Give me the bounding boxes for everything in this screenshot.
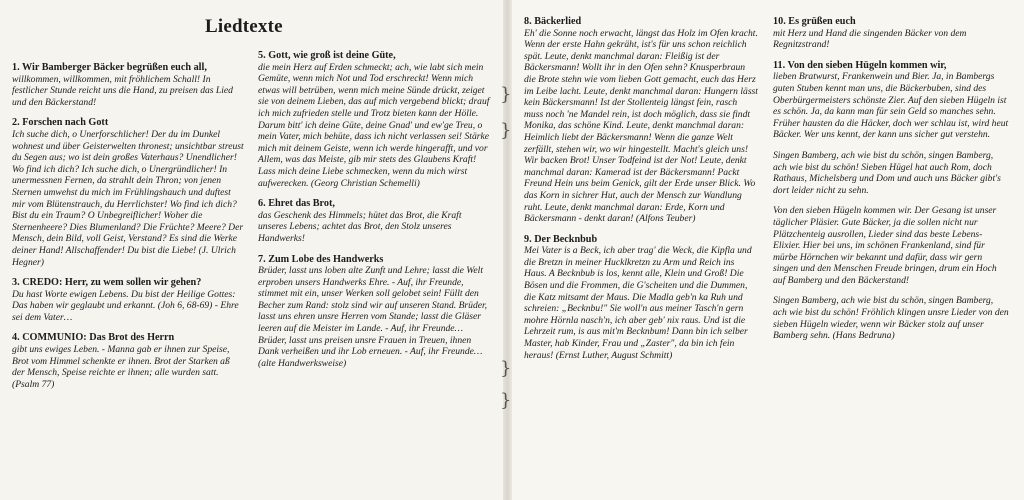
song-text: Du hast Worte ewigen Lebens. Du bist der Heilige Gottes: Das haben wir geglaubt und erkannt. (Joh 6, 68-69) - Ehre sei dem Vater… — [12, 288, 239, 323]
song-text: Singen Bamberg, ach wie bist du schön, singen Bamberg, ach wie bist du schön! Sieben Hügel hat auch Rom, doch Rathaus, Michelsberg und Dom und auch uns Bäcker gibt's dort leider nicht zu sehn. — [773, 149, 1001, 196]
song-section — [258, 254, 490, 370]
song-heading: 6. Ehret das Brot, — [258, 198, 335, 210]
song-section — [773, 16, 1009, 51]
song-text: Mei Vater is a Beck, ich aber trag' die Weck, die Kipfla und die Bretzn in meiner Hucklkretzn zu Arm und Reich ins Haus. A Becknbub is los, kennt alle, Klein und Groß! Die Bösen und die Frommen, die G'scheiten und die Dummen, die Katz mitsamt der Maus. Die Madla geb'n ka Ruh und schreien: „Becknbu!" Sie woll'n aus meiner Tasch'n gern mohre Hörnla nasch'n, ich aber geb' nix raus. Und ist die Lehrzeit rum, is aus mit'm Becknbum! Dann bin ich selber Master, hab Kinder, Frau und „Zaster", da bin ich fein heraus! (Ernst Luther, August Schmitt) — [524, 245, 752, 361]
song-section — [524, 16, 758, 225]
song-heading: 1. Wir Bamberger Bäcker begrüßen euch all, — [12, 62, 207, 73]
song-text: Singen Bamberg, ach wie bist du schön, singen Bamberg, ach wie bist du schön! Fröhlich klingen unsre Lieder von den sieben Hügeln wieder, wenn wir Bäcker stolz auf unser Bamberg sehn. (Hans Bedruna) — [773, 295, 1009, 342]
song-text: Eh' die Sonne noch erwacht, längst das Holz im Ofen kracht. Wenn der erste Hahn gekräht, ist's für uns schon reichlich spät. Leute, denkt manchmal daran: Fleißig ist der Bäckersmann! Wollt ihr in den Ofen sehn? Knusperbraun die Brote stehn wie vom lieben Gott gemacht, euch das Herz im Leibe lacht. Leute, denkt manchmal daran: Hungern lässt kein Bäckersmann! Ist der Stollenteig längst fein, rasch muss noch 'ne Mandel rein, ist doch möglich, dass sie findt Monika, das schöne Kind. Leute, denkt manchmal daran: Heimlich liebt der Bäckersmann! Wenn die ganze Welt zerfällt, stehen wir, wo wir hingestellt. Macht's gleich uns! Wir backen Brot! Unser Todfeind ist der Not! Leute, denkt manchmal daran: Kamerad ist der Bäckersmann! Packt Freund Hein uns beim Genick, gilt der Erde unser Blick. Wo das Korn in sichrer Hut, auch der Mensch zur Wandlung ruht. Leute, denkt manchmal daran: Erde, Korn und Bäckersmann - denkt daran! (Alfons Teuber) — [524, 27, 758, 225]
song-section — [258, 198, 490, 244]
song-heading: 7. Zum Lobe des Handwerks — [258, 253, 384, 265]
song-text: Brüder, lasst uns loben alte Zunft und Lehre; lasst die Welt erproben unsers Handwerks Ehre. - Auf, ihr Freunde, stimmet mit ein, unser Werken soll gelobet sein! Füllt den Becher zum Rand: stolz sind wir auf unseren Stand. Brüder, lasst uns ehren unsre Herren vom Stande; lasst die Gläser leeren auf die Meister im Lande. - Auf, ihr Freunde… Brüder, lasst uns preisen unsre Frauen in Treuen, ihnen Dank verheißen und ihr Lob erneuen. - Auf, ihr Freunde… (alte Handwerksweise) — [258, 265, 488, 369]
song-section — [12, 332, 244, 390]
margin-brace-mark: } — [500, 120, 512, 141]
song-section — [773, 150, 1009, 196]
margin-brace-mark: } — [500, 358, 512, 379]
song-heading: 2. Forschen nach Gott — [12, 117, 109, 129]
song-heading: 3. CREDO: Herr, zu wem sollen wir gehen? — [12, 277, 202, 289]
song-text: die mein Herz auf Erden schmeckt; ach, wie labt sich mein Gemüte, wenn mich Not und Tod erschreckt! Wenn mich etwas will betrüben, wenn mich meine Sünde drückt, zeiget sie von deinem Lieben, das auf mich vergebend blickt; drauf ich mich zufrieden stelle und Trotz bieten kann der Hölle. Darum bitt' ich deine Güte, deine Gnad' und ew'ge Treu, o mein Vater, mich behüte, dass ich nicht verlassen sei! Stärke mich mit deinem Geiste, wenn ich werde hingerafft, und vor Allem, was das Meiste, gib mir stets des Glaubens Kraft! Lass mich deine Liebe schmecken, wenn du mich wirst aufwerecken. (Georg Christian Schemelli) — [258, 61, 490, 189]
song-text: mit Herz und Hand die singenden Bäcker von dem Regnitzstrand! — [773, 27, 967, 51]
song-heading: 8. Bäckerlied — [524, 16, 582, 27]
song-text: Von den sieben Hügeln kommen wir. Der Gesang ist unser täglicher Pläsier. Gute Bäcker, ja die sollen nicht nur Plätzchenteig ausrollen, Lieder sind das beste Lebens-Elixier. Hier bei uns, im schönen Frankenland, sind für mürbe Hörnchen wir bekannt und dafür, dass wir gern singen und den Menschen Freude bringen, drum ein Hoch auf Bamberg und den Bäckerstand! — [773, 205, 997, 286]
column-3 — [524, 16, 758, 361]
song-section — [12, 277, 244, 323]
column-4 — [773, 16, 1009, 342]
column-2 — [258, 50, 490, 369]
song-heading: 5. Gott, wie groß ist deine Güte, — [258, 50, 396, 61]
song-section — [773, 295, 1009, 341]
song-text: gibt uns ewiges Leben. - Manna gab er ihnen zur Speise, Brot vom Himmel schenkte er ihnen. Brot der Starken aß der Mensch, Speise reichte er ihnen; alle wurden satt. (Psalm 77) — [12, 344, 230, 390]
column-1 — [12, 62, 244, 390]
song-text: das Geschenk des Himmels; hütet das Brot, die Kraft unseres Lebens; achtet das Brot, den Stolz unseres Handwerks! — [258, 209, 462, 244]
song-heading: 9. Der Becknbub — [524, 233, 598, 245]
song-section — [773, 60, 1009, 141]
song-section — [12, 62, 244, 108]
song-text: lieben Bratwurst, Frankenwein und Bier. Ja, in Bambergs guten Stuben kennt man uns, die Bäckerbuben, sind des Oberbürgermeisters schönste Zier. Auf den sieben Hügeln ist es schön. Ja, da kann man für sein Geld so manches sehn. Früher hausten da die Häcker, doch wer schlau ist, wird heut Bäcker. Wer uns kennt, der kann uns sicher gut verstehn. — [773, 71, 1009, 141]
song-heading: 10. Es grüßen euch — [773, 16, 856, 27]
song-section — [258, 50, 490, 189]
song-text: Ich suche dich, o Unerforschlicher! Der du im Dunkel wohnest und über Geisterwelten thronest; unsichtbar streust du Segen aus; wo ist dein großes Vaterhaus? Unendlicher! Wo find ich dich? Ich suche dich, o Unergründlicher! In unermessnen Fernen, da strahlt dein Thron; von jenen Sternen umwehst du mich im Frühlingshauch und duftest mir vom Blütenstrauch, du Herrlichster! Wo find ich dich? Bist du ein Traum? O Unbegreiflicher! Woher die Sternenheere? Dies Blumenland? Die Früchte? Meere? Der Mensch, dein Bild, voll Geist, Verstand? Es sind die Werke deiner Hand! Allschaffender! Du bist die Liebe! (J. Ulrich Hegner) — [12, 128, 244, 268]
book-gutter — [503, 0, 512, 500]
song-section — [773, 205, 1009, 286]
page-title: Liedtexte — [205, 16, 283, 37]
song-section — [524, 234, 758, 362]
margin-brace-mark: } — [500, 390, 512, 411]
song-heading: 4. COMMUNIO: Das Brot des Herrn — [12, 332, 175, 344]
song-section — [12, 117, 244, 268]
margin-brace-mark: } — [500, 84, 512, 105]
song-heading: 11. Von den sieben Hügeln kommen wir, — [773, 59, 947, 71]
song-text: willkommen, willkommen, mit fröhlichem Schall! In festlicher Stunde reicht uns die Hand, zu preisen das Lied und den Bäckerstand! — [12, 73, 233, 108]
